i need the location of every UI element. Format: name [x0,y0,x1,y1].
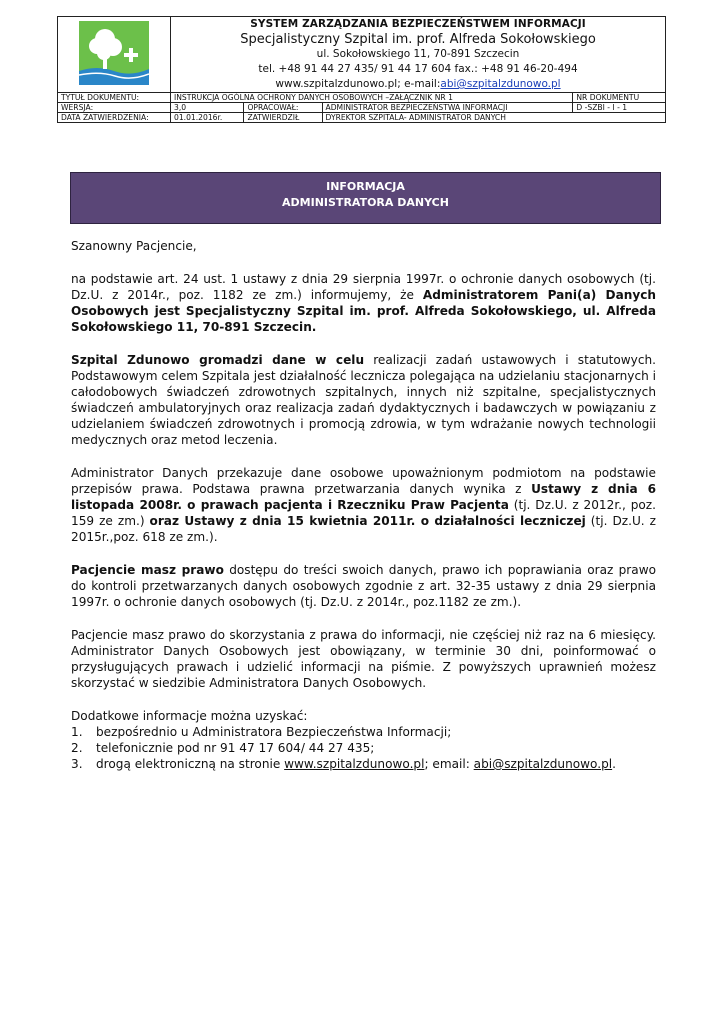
paragraph-legal-basis [71,465,656,545]
prepared-label: OPRACOWAŁ: [244,103,322,113]
item3-mid: ; email: [424,757,474,771]
meta-row-title [58,93,666,103]
greeting: Szanowny Pacjencie, [71,239,197,253]
p3-bold-d: oraz Ustawy z dnia 15 kwietnia 2011r. o działalności leczniczej [149,514,586,528]
p3-text-c: (tj. Dz.U. z 2012r., poz. 159 ze zm.) [71,498,656,528]
paragraph-administrator [71,271,656,335]
title-label: TYTUŁ DOKUMENTU: [58,93,171,103]
website-link[interactable]: www.szpitalzdunowo.pl [284,757,425,771]
paragraph-purpose [71,352,656,448]
hospital-web: www.szpitalzdunowo.pl; e-mail: [275,78,441,90]
meta-row-version [58,103,666,113]
list-item-number: 3. [71,757,83,771]
p3-text-a: Administrator Danych przekazuje dane osobowe upoważnionym podmiotom na podstawie przepisów prawa. Podstawa prawna przetwarzania danych wynika z [71,466,656,496]
date-value: 01.01.2016r. [171,113,244,123]
paragraph-information-right: Pacjencie masz prawo do skorzystania z prawa do informacji, nie częściej niż raz na 6 miesięcy. Administrator Danych Osobowych jest obowiązany, w terminie 30 dni, poinformować o przysługujących prawach i udzielić informacji na piśmie. Z powyższych uprawnień możesz skorzystać w siedzibie Administratora Danych Osobowych. [71,628,656,690]
item3-end: . [612,757,616,771]
date-label: DATA ZATWIERDZENIA: [58,113,171,123]
version-label: WERSJA: [58,103,171,113]
p2-text: realizacji zadań ustawowych i statutowych. Podstawowym celem Szpitala jest działalność lecznicza polegająca na udzielaniu stacjonarnych i całodobowych świadczeń zdrowotnych szpitalnych, innych niż szpitalne, specjalistycznych świadczeń ambulatoryjnych oraz realizacja zadań dydaktycznych i badawczych w powiązaniu z udzielaniem świadczeń zdrowotnych i promocją zdrowia, w tym wdrażanie nowych technologii medycznych oraz metod leczenia. [71,353,657,447]
list-item-text: telefonicznie pod nr 91 47 17 604/ 44 27 435; [96,741,375,755]
document-body [71,238,656,772]
system-title: SYSTEM ZARZĄDZANIA BEZPIECZEŃSTWEM INFORMACJI [250,18,586,30]
version-value: 3,0 [171,103,244,113]
p4-text: dostępu do treści swoich danych, prawo ich poprawiania oraz prawo do kontroli przetwarzanych danych osobowych zgodnie z art. 32-35 ustawy z dnia 29 sierpnia 1997r. o ochronie danych osobowych (tj. Dz.U. z 2014r., poz.1182 ze zm.). [71,563,656,609]
banner-line-2: ADMINISTRATORA DANYCH [282,196,449,209]
hospital-email-link[interactable]: abi@szpitalzdunowo.pl [440,78,561,90]
email-link[interactable]: abi@szpitalzdunowo.pl [473,757,613,771]
p1-text: na podstawie art. 24 ust. 1 ustawy z dnia 29 sierpnia 1997r. o ochronie danych osobowych (tj. Dz.U. z 2014r., poz. 1182 ze zm.) informujemy, że [71,272,656,302]
p2-bold: Szpital Zdunowo gromadzi dane w celu [71,353,365,367]
list-item-number: 2. [71,741,83,755]
doc-no-label: NR DOKUMENTU [573,93,666,103]
prepared-value: ADMINISTRATOR BEZPIECZEŃSTWA INFORMACJI [322,103,573,113]
approved-label: ZATWIERDZIŁ [244,113,322,123]
p3-bold-b: Ustawy z dnia 6 listopada 2008r. o prawach pacjenta i Rzeczniku Praw Pacjenta [71,482,656,512]
list-item [71,756,656,772]
p3-text-e: (tj. Dz.U. z 2015r.,poz. 618 ze zm.). [71,514,656,544]
item3-text: drogą elektroniczną na stronie [96,757,285,771]
paragraph-rights [71,562,656,610]
hospital-logo-icon [79,21,149,85]
organization-info [171,17,666,93]
list-item-text [96,756,616,772]
list-item [71,724,656,740]
p4-bold: Pacjencie masz prawo [71,563,224,577]
hospital-phone-fax: tel. +48 91 44 27 435/ 91 44 17 604 fax.: +48 91 46-20-494 [258,63,578,75]
list-item [71,740,656,756]
info-banner [70,172,661,224]
document-header-table [57,16,666,123]
hospital-name: Specjalistyczny Szpital im. prof. Alfreda Sokołowskiego [240,32,596,47]
logo-cell [58,17,171,93]
list-intro: Dodatkowe informacje można uzyskać: [71,709,308,723]
p1-bold: Administratorem Pani(a) Danych Osobowych jest Specjalistyczny Szpital im. prof. Alfreda Sokołowskiego, ul. Alfreda Sokołowskiego 11, 70-891 Szczecin. [71,288,656,334]
list-item-text: bezpośrednio u Administratora Bezpieczeństwa Informacji; [96,725,452,739]
hospital-address: ul. Sokołowskiego 11, 70-891 Szczecin [316,48,520,60]
banner-line-1: INFORMACJA [326,180,405,193]
hospital-web-email [171,77,665,92]
approved-value: DYREKTOR SZPITALA- ADMINISTRATOR DANYCH [322,113,665,123]
meta-row-date [58,113,666,123]
list-item-number: 1. [71,725,83,739]
title-value: INSTRUKCJA OGÓLNA OCHRONY DANYCH OSOBOWYCH –ZAŁĄCZNIK NR 1 [171,93,573,103]
doc-no-value: D -SZBI - I - 1 [573,103,666,113]
contact-list [71,724,656,772]
